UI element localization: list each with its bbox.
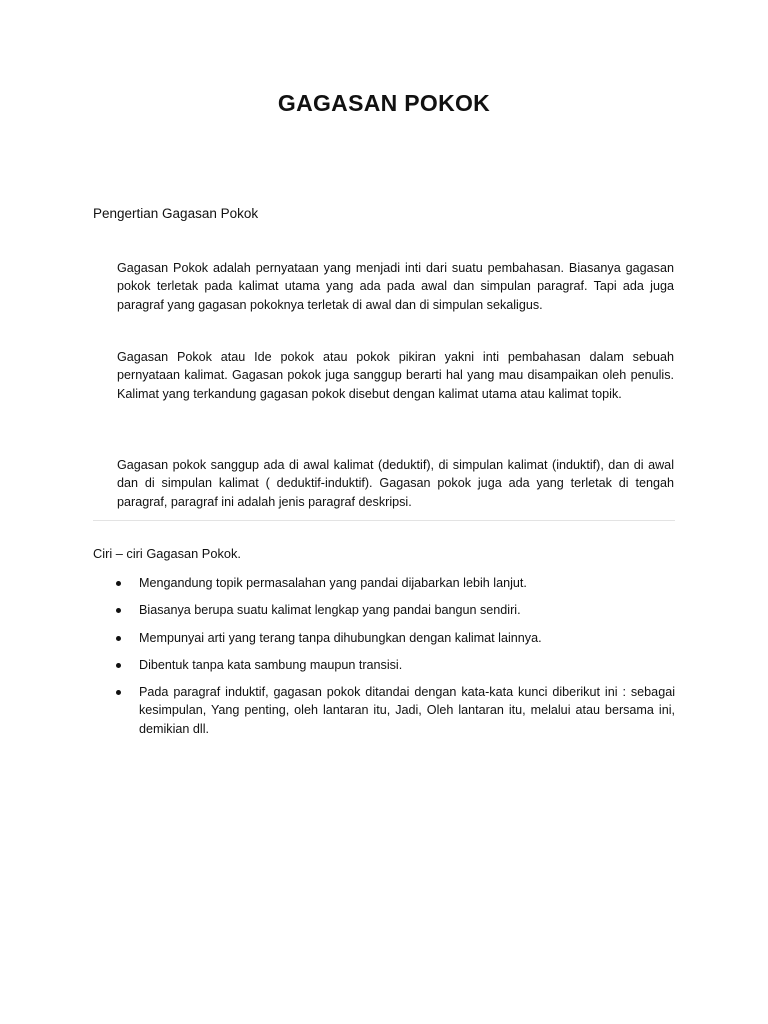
list-item xyxy=(93,683,675,738)
characteristics-list xyxy=(93,574,675,747)
list-item xyxy=(93,574,675,592)
list-item xyxy=(93,656,675,674)
bullet-icon xyxy=(116,663,121,668)
list-item-text: Mempunyai arti yang terang tanpa dihubungkan dengan kalimat lainnya. xyxy=(139,630,542,645)
bullet-icon xyxy=(116,636,121,641)
list-item-text: Dibentuk tanpa kata sambung maupun transisi. xyxy=(139,657,403,672)
section-heading-definition: Pengertian Gagasan Pokok xyxy=(93,206,259,221)
section-divider xyxy=(93,520,675,521)
paragraph-2: Gagasan Pokok atau Ide pokok atau pokok pikiran yakni inti pembahasan dalam sebuah pernyataan kalimat. Gagasan pokok juga sanggup berarti hal yang mau disampaikan oleh penulis. Kalimat yang terkandung gagasan pokok disebut dengan kalimat utama atau kalimat topik. xyxy=(117,350,674,401)
section-heading-characteristics: Ciri – ciri Gagasan Pokok. xyxy=(93,546,241,561)
document-title: GAGASAN POKOK xyxy=(277,90,491,116)
paragraph-3: Gagasan pokok sanggup ada di awal kalimat (deduktif), di simpulan kalimat (induktif), dan di awal dan di simpulan kalimat ( deduktif-induktif). Gagasan pokok juga ada yang terletak di tengah paragraf, paragraf ini adalah jenis paragraf deskripsi. xyxy=(117,458,674,509)
paragraph-1: Gagasan Pokok adalah pernyataan yang menjadi inti dari suatu pembahasan. Biasanya gagasan pokok terletak pada kalimat utama yang ada pada awal dan simpulan paragraf. Tapi ada juga paragraf yang gagasan pokoknya terletak di awal dan di simpulan sekaligus. xyxy=(117,261,674,312)
list-item-text: Pada paragraf induktif, gagasan pokok ditandai dengan kata-kata kunci diberikut ini : sebagai kesimpulan, Yang penting, oleh lantaran itu, Jadi, Oleh lantaran itu, melalui atau bersama ini, demikian dll. xyxy=(139,685,675,736)
bullet-icon xyxy=(116,690,121,695)
list-item xyxy=(93,601,675,619)
list-item-text: Biasanya berupa suatu kalimat lengkap yang pandai bangun sendiri. xyxy=(139,603,521,618)
list-item xyxy=(93,629,675,647)
bullet-icon xyxy=(116,608,121,613)
bullet-icon xyxy=(116,581,121,586)
list-item-text: Mengandung topik permasalahan yang pandai dijabarkan lebih lanjut. xyxy=(139,576,527,590)
